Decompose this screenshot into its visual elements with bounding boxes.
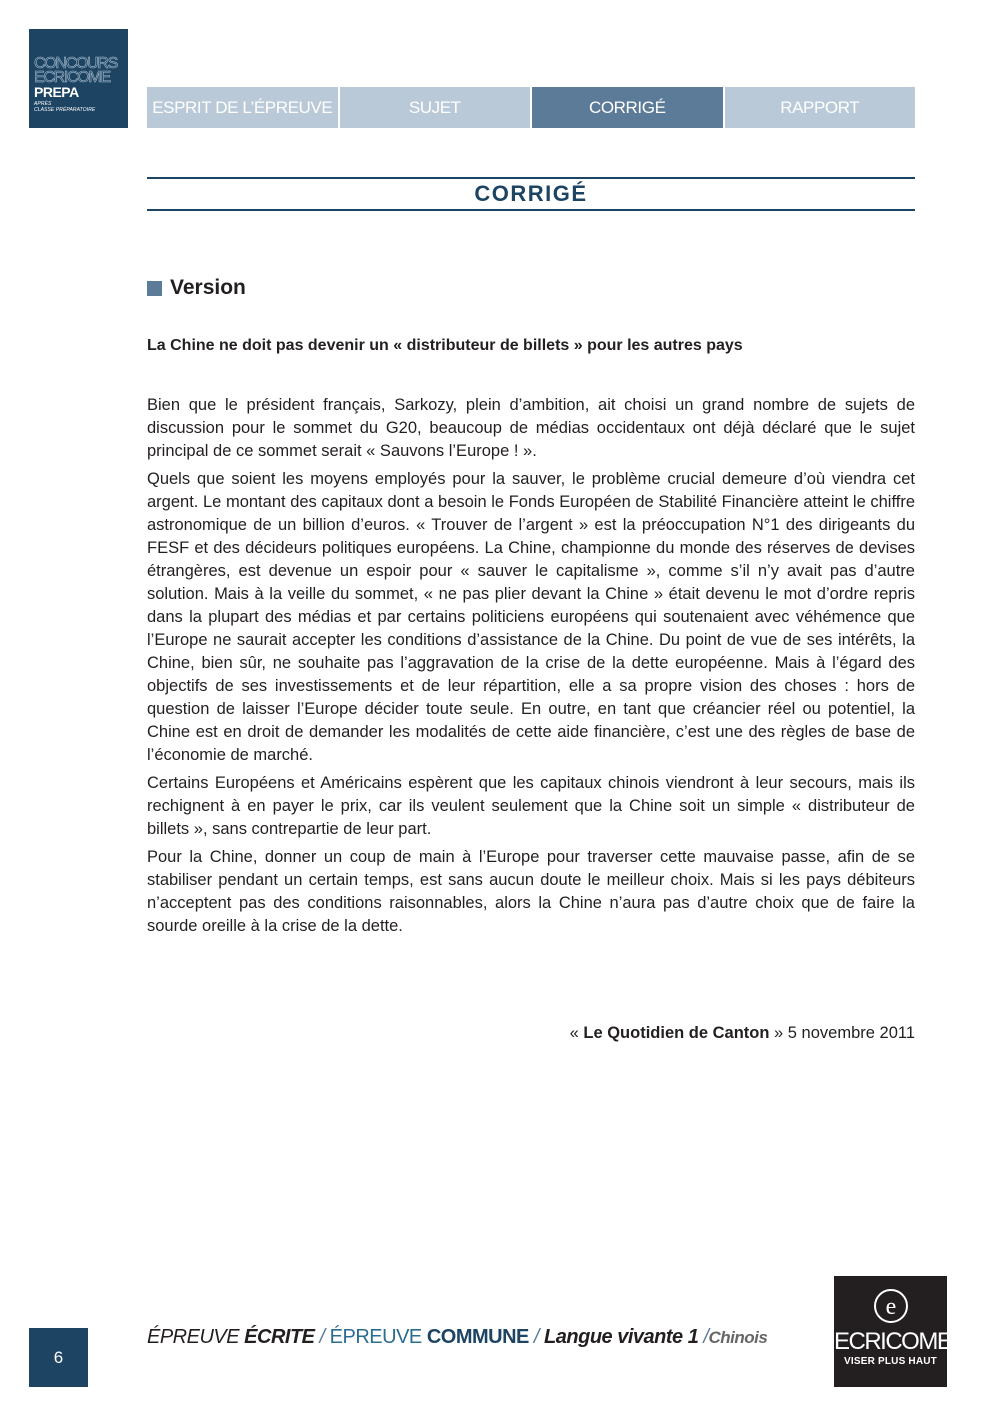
- section-title: Version: [170, 276, 246, 299]
- footer-langue: Langue vivante 1: [544, 1326, 699, 1348]
- footer-commune: COMMUNE: [426, 1326, 529, 1348]
- footer-separator: /: [314, 1326, 330, 1348]
- brand-tagline: VISER PLUS HAUT: [843, 1356, 937, 1367]
- footer-epreuve-2: ÉPREUVE: [329, 1326, 427, 1348]
- paragraph: Quels que soient les moyens employés pour la sauver, le problème crucial demeure d’où viendra cet argent. Le montant des capitaux dont a besoin le Fonds Européen de Stabilité Financière atteint le chiffre astronomique de un billion d’euros. « Trouver de l’argent » est la préoccupation N°1 des dirigeants du FESF et des décideurs politiques européens. La Chine, championne du monde des réserves de devises étrangères, est devenue un espoir pour « sauver le capitalisme », comme s’il n’y avait pas d’autre solution. Mais à la veille du sommet, « ne pas plier devant la Chine » était devenu le mot d’ordre repris dans la plupart des médias et par certains politiciens européens qui soutenaient avec véhémence que l’Europe ne saurait accepter les conditions d’assistance de la Chine. Du point de vue de ses intérêts, la Chine, bien sûr, ne souhaite pas l’aggravation de la crise de la dette européenne. Mais à l’égard des objectifs de ses investissements et de leur répartition, elle a sa propre vision des choses : hors de question de laisser l’Europe décider toute seule. En outre, en tant que créancier réel ou potentiel, la Chine est en droit de demander les modalités de cette aide financière, c’est une des règles de base de l’économie de marché.: [147, 470, 915, 764]
- page-number: 6: [29, 1328, 88, 1387]
- paragraph: Certains Européens et Américains espèrent que les capitaux chinois viendront à leur secours, mais ils rechignent à en payer le prix, car ils veulent seulement que la Chine soit un simple « distributeur de billets », sans contrepartie de leur part.: [147, 774, 915, 838]
- ecricome-brand-logo: [834, 1276, 952, 1387]
- logo-line-prepa: PREPA: [34, 84, 79, 100]
- page-title: CORRIGÉ: [147, 177, 915, 211]
- square-bullet-icon: [147, 281, 162, 296]
- emblem-letter: e: [885, 1294, 896, 1320]
- article-title: La Chine ne doit pas devenir un « distributeur de billets » pour les autres pays: [147, 337, 743, 354]
- source-name: Le Quotidien de Canton: [583, 1024, 770, 1042]
- tab-sujet[interactable]: SUJET: [340, 87, 531, 128]
- footer-ecrite: ÉCRITE: [244, 1326, 315, 1348]
- logo-line-apres: APRÈS: [34, 101, 52, 107]
- source-citation: [147, 1024, 915, 1043]
- paragraph: Bien que le président français, Sarkozy, plein d’ambition, ait choisi un grand nombre de sujets de discussion pour le sommet du G20, beaucoup de médias occidentaux ont déjà déclaré que le sujet principal de ce sommet serait « Sauvons l’Europe ! ».: [147, 396, 915, 460]
- footer-separator: /: [698, 1326, 709, 1348]
- logo-line-subtitle: [34, 102, 128, 113]
- brand-name: ECRICOME: [834, 1328, 952, 1355]
- footer-exam-info: [147, 1326, 767, 1349]
- source-open-quote: «: [569, 1024, 584, 1042]
- logo-line-concours: CONCOURS: [34, 55, 117, 72]
- footer-separator: /: [528, 1326, 545, 1348]
- source-date: » 5 novembre 2011: [769, 1024, 915, 1042]
- tab-esprit-epreuve[interactable]: ESPRIT DE L’ÉPREUVE: [147, 87, 338, 128]
- logo-line-ecricome: ECRICOME: [34, 69, 110, 86]
- section-tabs: [147, 87, 915, 128]
- ecricome-emblem-icon: [872, 1287, 910, 1325]
- concours-ecricome-logo: [29, 29, 128, 128]
- tab-corrige[interactable]: CORRIGÉ: [532, 87, 723, 128]
- footer-chinois: Chinois: [708, 1328, 768, 1347]
- section-heading: [147, 276, 246, 300]
- logo-line-classe: CLASSE PRÉPARATOIRE: [34, 106, 96, 113]
- article-body: [147, 394, 915, 943]
- footer-epreuve: ÉPREUVE: [147, 1326, 245, 1348]
- paragraph: Pour la Chine, donner un coup de main à l’Europe pour traverser cette mauvaise passe, afin de se stabiliser pendant un certain temps, est sans aucun doute le meilleur choix. Mais si les pays débiteurs n’acceptent pas des conditions raisonnables, alors la Chine n’aura pas d’autre choix que de faire la sourde oreille à la crise de la dette.: [147, 848, 915, 935]
- tab-rapport[interactable]: RAPPORT: [725, 87, 916, 128]
